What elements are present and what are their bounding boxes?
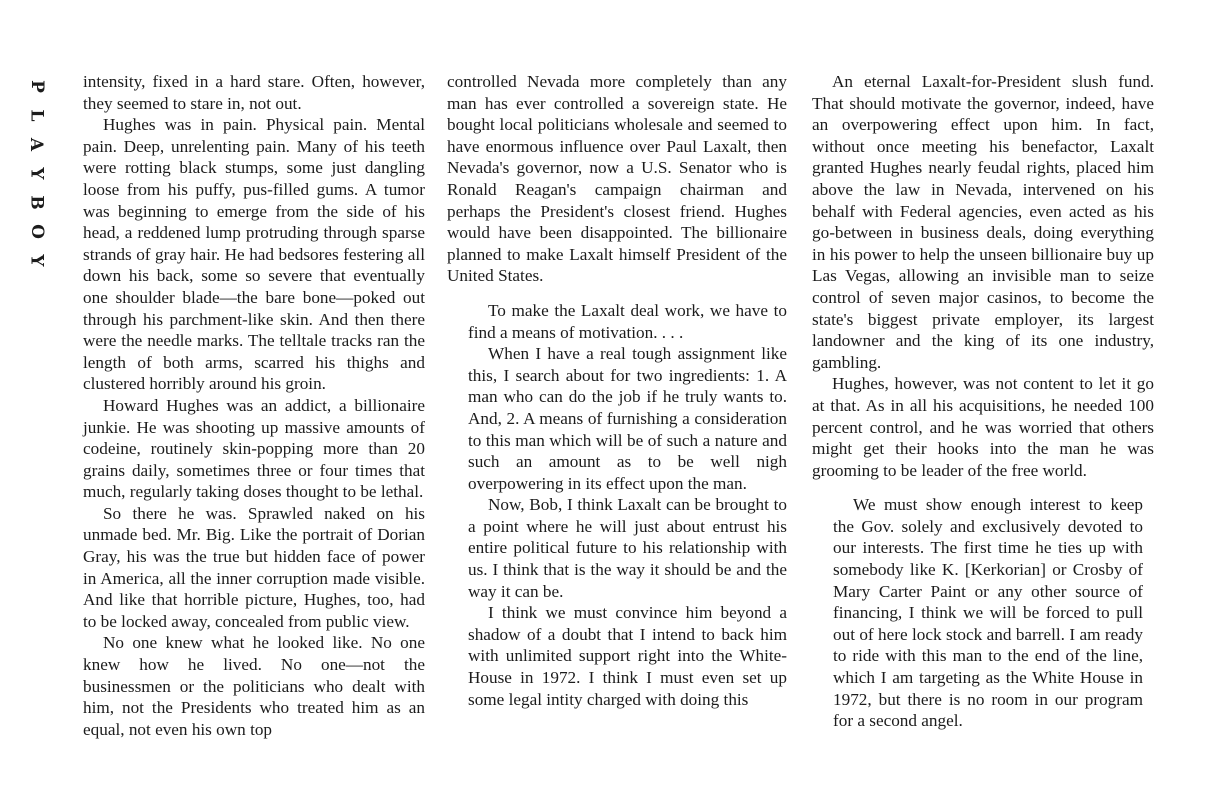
paragraph: Hughes, however, was not content to let it go at that. As in all his acquisitions, he needed 100 percent control, and he was worried that others might get their hooks into the man he was grooming to be leader of the free world. — [812, 374, 1154, 480]
paragraph: So there he was. Sprawled naked on his unmade bed. Mr. Big. Like the portrait of Dorian Gray, his was the true but hidden face of power in America, all the inner corruption made visible. And like that horrible picture, Hughes, too, had to be locked away, concealed from public view. — [83, 503, 425, 631]
memo-quote — [447, 300, 787, 710]
paragraph: intensity, fixed in a hard stare. Often, however, they seemed to stare in, not out. — [83, 72, 425, 113]
running-head-letter: O — [26, 224, 47, 239]
article-column-2 — [447, 71, 787, 710]
paragraph: An eternal Laxalt-for-President slush fund. That should motivate the governor, indeed, have an overpowering effect upon him. In fact, without once meeting his benefactor, Laxalt granted Hughes nearly feudal rights, placed him above the law in Nevada, intervened on his behalf with Federal agencies, even acted as his go-between in business deals, doing everything in his power to help the unseen billionaire buy up Las Vegas, allowing an invisible man to seize control of seven major casinos, to become the state's biggest private employer, its largest landowner and the king of its one industry, gambling. — [812, 72, 1154, 372]
running-head-playboy — [22, 72, 50, 275]
article-column-1 — [83, 71, 425, 740]
quote-paragraph: We must show enough interest to keep the Gov. solely and exclusively devoted to our interests. The first time he ties up with somebody like K. [Kerkorian] or Crosby of Mary Carter Paint or any other source of financing, I think we will be forced to pull out of here lock stock and barrell. I am ready to ride with this man to the end of the line, which I am targeting as the White House in 1972, but there is no room in our program for a second angel. — [833, 495, 1143, 731]
memo-quote — [812, 494, 1154, 732]
running-head-letter: L — [26, 109, 47, 122]
quote-paragraph: Now, Bob, I think Laxalt can be brought to a point where he will just about entrust his entire political future to his relationship with us. I think that is the way it should be and the way it can be. — [468, 495, 787, 601]
running-head-letter: A — [26, 137, 47, 152]
running-head-letter: Y — [26, 254, 47, 267]
paragraph: Howard Hughes was an addict, a billionaire junkie. He was shooting up massive amounts of codeine, routinely skin-popping more than 20 grains daily, sometimes three or four times that much, regularly taking doses thought to be lethal. — [83, 395, 425, 502]
quote-paragraph: I think we must convince him beyond a shadow of a doubt that I intend to back him with unlimited support right into the White-House in 1972. I think I must even set up some legal intity charged with doing this — [468, 603, 787, 709]
paragraph: Hughes was in pain. Physical pain. Mental pain. Deep, unrelenting pain. Many of his teeth were rotting black stumps, some just dangling loose from his puffy, pus-filled gums. A tumor was beginning to emerge from the side of his head, a reddened lump protruding through sparse strands of gray hair. He had bedsores festering all down his back, some so severe that eventually one shoulder blade—the bare bone—poked out through his parchment-like skin. And then there were the needle marks. The telltale tracks ran the length of both arms, scarred his thighs and clustered horribly around his groin. — [83, 115, 425, 394]
quote-paragraph: To make the Laxalt deal work, we have to find a means of motivation. . . . — [468, 300, 787, 342]
quote-paragraph: When I have a real tough assignment like this, I search about for two ingredients: 1. A man who can do the job if he truly wants to. And, 2. A means of furnishing a consideration to this man which will be of such a nature and such an amount as to be well nigh overpowering in its effect upon the man. — [468, 344, 787, 493]
article-column-3 — [812, 71, 1154, 732]
running-head-letter: P — [26, 80, 47, 93]
paragraph: No one knew what he looked like. No one knew how he lived. No one—not the businessmen or the politicians who dealt with him, not the Presidents who treated him as an equal, not even his own top — [83, 633, 425, 739]
running-head-letter: Y — [26, 167, 47, 180]
paragraph: controlled Nevada more completely than any man has ever controlled a sovereign state. He bought local politicians wholesale and seemed to have enormous influence over Paul Laxalt, then Nevada's governor, now a U.S. Senator who is Ronald Reagan's campaign chairman and perhaps the President's closest friend. Hughes would have been disappointed. The billionaire planned to make Laxalt himself President of the United States. — [447, 72, 787, 286]
running-head-letter: B — [26, 195, 47, 210]
